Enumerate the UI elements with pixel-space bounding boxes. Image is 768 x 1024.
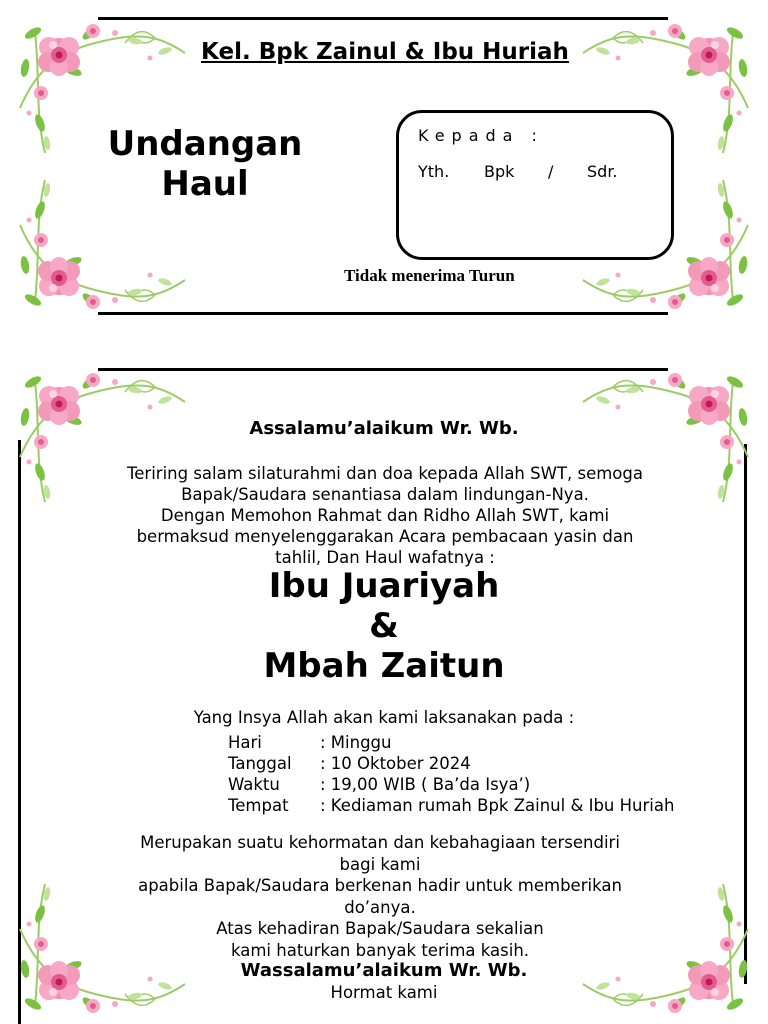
ampersand: &	[369, 606, 399, 646]
detail-value: : Kediaman rumah Bpk Zainul & Ibu Huriah	[320, 796, 675, 815]
body-line: Bapak/Saudara senantiasa dalam lindungan-Nya.	[181, 485, 589, 504]
body-line: bermaksud menyelenggarakan Acara pembacaan yasin dan	[136, 527, 634, 546]
closing-line: do’anya.	[344, 897, 416, 917]
closing-line: bagi kami	[339, 854, 421, 874]
slash-label: /	[548, 162, 554, 181]
invitation-title	[80, 124, 330, 204]
closing-line: kami haturkan banyak terima kasih.	[230, 940, 530, 960]
signoff: Hormat kami	[330, 983, 438, 1002]
detail-row-place	[228, 795, 674, 816]
closing-line: apabila Bapak/Saudara berkenan hadir untuk memberikan	[138, 876, 622, 895]
body-line: tahlil, Dan Haul wafatnya :	[275, 548, 495, 567]
deceased-names	[0, 566, 768, 686]
yth-label: Yth.	[418, 162, 450, 181]
closing-line: Merupakan suatu kehormatan dan kebahagiaan tersendiri	[140, 833, 620, 852]
schedule-intro: Yang Insya Allah akan kami laksanakan pada :	[193, 708, 575, 727]
detail-row-time	[228, 774, 530, 795]
detail-row-date	[228, 753, 471, 774]
closing-text	[60, 832, 700, 961]
body-line: Dengan Memohon Rahmat dan Ridho Allah SWT, kami	[160, 506, 610, 525]
body-line: Teriring salam silaturahmi dan doa kepada Allah SWT, semoga	[127, 464, 643, 483]
detail-value: : 19,00 WIB ( Ba’da Isya’)	[320, 775, 531, 794]
name-1: Ibu Juariyah	[268, 566, 500, 606]
sdr-label: Sdr.	[587, 162, 618, 181]
detail-label: Waktu	[228, 775, 280, 794]
farewell: Wassalamu’alaikum Wr. Wb.	[240, 960, 528, 981]
invitation-body	[40, 463, 730, 568]
detail-value: : Minggu	[320, 733, 392, 752]
invitation-title-line1: Undangan	[107, 124, 303, 164]
detail-label: Hari	[228, 733, 262, 752]
closing-line: Atas kehadiran Bapak/Saudara sekalian	[216, 919, 544, 938]
name-2: Mbah Zaitun	[263, 646, 505, 686]
family-title: Kel. Bpk Zainul & Ibu Huriah	[201, 39, 569, 65]
no-turun-note: Tidak menerima Turun	[344, 266, 515, 285]
invitation-title-line2: Haul	[161, 164, 249, 204]
detail-label: Tanggal	[228, 754, 292, 773]
bpk-label: Bpk	[484, 162, 515, 181]
detail-label: Tempat	[228, 796, 289, 815]
detail-row-day	[228, 732, 392, 753]
detail-value: : 10 Oktober 2024	[320, 754, 471, 773]
greeting: Assalamu’alaikum Wr. Wb.	[249, 418, 519, 439]
to-label: Kepada :	[418, 126, 544, 145]
